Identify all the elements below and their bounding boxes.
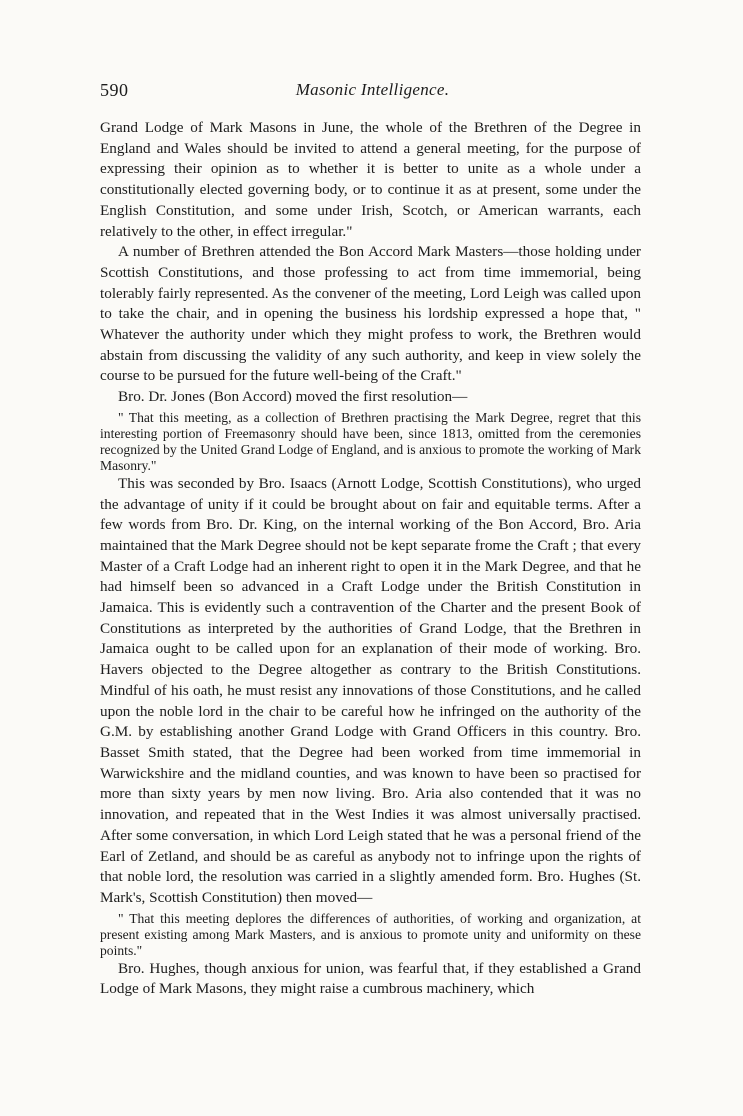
paragraph-hughes: Bro. Hughes, though anxious for union, was fearful that, if they established a Grand Lodge of Mark Masons, they might raise a cumbrous machinery, which (100, 959, 641, 998)
resolution-quote-2: " That this meeting deplores the differences of authorities, of working and organization, at present existing among Mark Masters, and is anxious to promote unity and uniformity on these points." (100, 910, 641, 958)
running-title: Masonic Intelligence. (295, 80, 450, 99)
paragraph-meeting: A number of Brethren attended the Bon Accord Mark Masters—those holding under Scottish Constitutions, and those professing to act from time immemorial, being tolerably fairly represented. As the convener of the meeting, Lord Leigh was called upon to take the chair, and in opening the business his lordship expressed a hope that, " Whatever the authority under which they might profess to work, the Brethren would abstain from discussing the validity of any such authority, and keep in view solely the course to be pursued for the future well-being of the Craft." (100, 243, 641, 385)
page-number: 590 (100, 80, 129, 100)
paragraph-discussion: This was seconded by Bro. Isaacs (Arnott Lodge, Scottish Constitutions), who urged the advantage of unity if it could be brought about on fair and equitable terms. After a few words from Bro. Dr. King, on the internal working of the Bon Accord, Bro. Aria maintained that the Mark Degree should not be kept separate frome the Craft ; that every Master of a Craft Lodge had an inherent right to open it in the Mark Degree, and that he had himself been so advanced in a Craft Lodge under the British Constitution in Jamaica. This is evidently such a contravention of the Charter and the present Book of Constitutions as interpreted by the authorities of Grand Lodge, that the Brethren in Jamaica ought to be called upon for an explanation of their mode of working. Bro. Havers objected to the Degree altogether as contrary to the British Constitutions. Mindful of his oath, he must resist any innovations of those Constitutions, and he called upon the noble lord in the chair to be careful how he infringed on the authority of the G.M. by establishing another Grand Lodge with Grand Officers in this country. Bro. Basset Smith stated, that the Degree had been worked from time immemorial in Warwickshire and the midland counties, and was known to have been so practised for more than sixty years by men now living. Bro. Aria also contended that it was no innovation, and repeated that in the West Indies it was almost universally practised. After some conversation, in which Lord Leigh stated that he was a personal friend of the Earl of Zetland, and should be as careful as anybody not to infringe upon the rights of that noble lord, the resolution was carried in a slightly amended form. Bro. Hughes (St. Mark's, Scottish Constitution) then moved— (100, 474, 641, 906)
paragraph-first-resolution: Bro. Dr. Jones (Bon Accord) moved the first resolution— (118, 388, 468, 406)
resolution-quote-1: " That this meeting, as a collection of Brethren practising the Mark Degree, regret that this interesting portion of Freemasonry should have been, since 1813, omitted from the ceremonies recognized by the United Grand Lodge of England, and is anxious to promote the working of Mark Masonry." (100, 409, 641, 473)
page-header (100, 80, 645, 102)
paragraph-continuation: Grand Lodge of Mark Masons in June, the whole of the Brethren of the Degree in England and Wales should be invited to attend a general meeting, for the purpose of expressing their opinion as to whether it is better to unite as a whole under a constitutionally elected governing body, or to continue it as at present, some under the English Constitution, and some under Irish, Scotch, or American warrants, each relatively to the other, in effect irregular." (100, 119, 641, 240)
body-text (100, 118, 641, 1000)
